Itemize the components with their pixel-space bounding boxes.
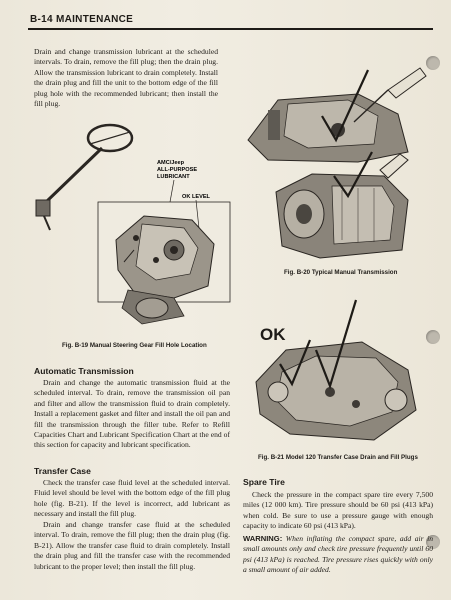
binder-hole bbox=[426, 56, 440, 70]
spare-tire-text: Check the pressure in the compact spare tire every 7,500 miles (12 000 km). Tire pressure should be 60 psi (413 kPa) when cold. Be sure to use a pressure gauge with enough capacity to indicate 60 psi (413 kPa). bbox=[243, 490, 433, 531]
figure-b19-caption: Fig. B-19 Manual Steering Gear Fill Hole Location bbox=[62, 342, 207, 349]
transfer-case-paragraph-2: Drain and change transfer case fluid at the scheduled interval. To drain, remove the fill plug; then the drain plug (fig. B-21). Allow the transfer case fluid to drain completely. Install the drain plug and fill the transfer case with the recommended lubricant to the proper level; then install the fill plug. bbox=[34, 520, 230, 571]
figure-b20-caption: Fig. B-20 Typical Manual Transmission bbox=[284, 269, 398, 276]
figure-b19-illustration bbox=[24, 120, 239, 340]
warning-label: WARNING: bbox=[243, 534, 283, 543]
figure-b21-illustration bbox=[246, 292, 426, 452]
page-header: B-14 MAINTENANCE bbox=[30, 14, 134, 25]
warning-text: When inflating the compact spare, add air in small amounts only and check tire pressure frequently until 60 psi (413 kPa) is reached. Tire pressure rises quickly with only a small amount of air added. bbox=[243, 534, 433, 575]
intro-paragraph: Drain and change transmission lubricant at the scheduled intervals. To drain, remove the fill plug; then the drain plug. Allow the transmission lubricant to drain completely. Install the drain plug and fill the unit to the bottom edge of the fill plug hole with the recommended lubricant; then install the fill plug. bbox=[34, 47, 218, 109]
binder-hole bbox=[426, 330, 440, 344]
transfer-case-heading: Transfer Case bbox=[34, 466, 91, 476]
figure-b20-illustration bbox=[262, 150, 422, 270]
ok-label: OK bbox=[260, 325, 286, 344]
spare-tire-heading: Spare Tire bbox=[243, 477, 285, 487]
automatic-transmission-text: Drain and change the automatic transmission fluid at the scheduled interval. To drain, remove the transmission oil pan and filter and allow the transmission fluid to drain completely. Install a replacement gasket and filter and install the oil pan and fill the transmission through the filler tube. Refer to Refill Capacities Chart and Lubricant Specification Chart at the end of this section for capacity and lubricant specification. bbox=[34, 378, 230, 450]
callout-all-purpose: ALL-PURPOSE bbox=[157, 167, 198, 173]
automatic-transmission-heading: Automatic Transmission bbox=[34, 366, 134, 376]
transfer-case-paragraph-1: Check the transfer case fluid level at the scheduled interval. Fluid level should be level with the bottom edge of the fill plug hole (fig. B-21). If the level is incorrect, add lubricant as necessary and install the fill plug. bbox=[34, 478, 230, 519]
spare-tire-warning bbox=[243, 534, 433, 576]
figure-b21-caption: Fig. B-21 Model 120 Transfer Case Drain and Fill Plugs bbox=[258, 454, 418, 461]
header-rule bbox=[28, 28, 433, 30]
callout-lubricant: LUBRICANT bbox=[157, 174, 190, 180]
callout-ok-level: OK LEVEL bbox=[182, 194, 210, 200]
callout-amc-jeep: AMC/Jeep bbox=[157, 160, 185, 166]
